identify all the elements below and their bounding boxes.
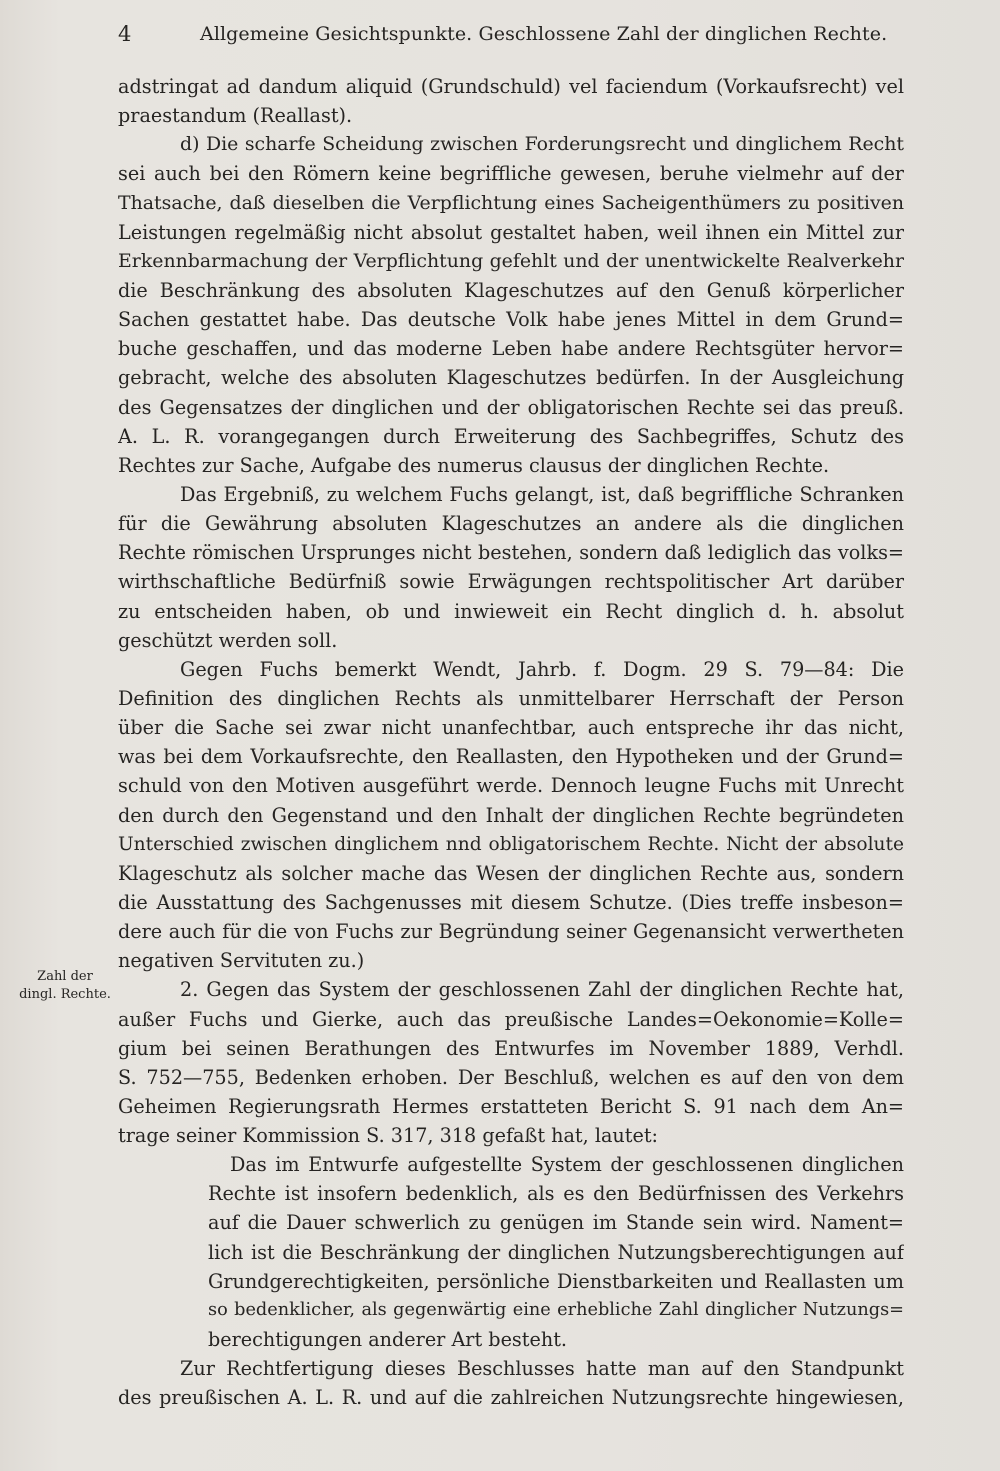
text-line: Definition des dinglichen Rechts als unmittelbarer Herrschaft der Person: [118, 686, 904, 710]
text-line: die Beschränkung des absoluten Klageschutzes auf den Genuß körperlicher: [118, 278, 904, 302]
text-line: dere auch für die von Fuchs zur Begründung seiner Gegenansicht verwertheten: [118, 920, 904, 944]
text-line: praestandum (Reallast).: [118, 104, 353, 128]
text-line: des Gegensatzes der dinglichen und der obligatorischen Rechte sei das preuß.: [118, 395, 904, 419]
quote-line: Rechte ist insofern bedenklich, als es den Bedürfnissen des Verkehrs: [208, 1182, 904, 1206]
text-line: Geheimen Regierungsrath Hermes erstatteten Bericht S. 91 nach dem An=: [118, 1094, 904, 1118]
text-line: Das Ergebniß, zu welchem Fuchs gelangt, ist, daß begriffliche Schranken: [180, 482, 904, 506]
quote-line: auf die Dauer schwerlich zu genügen im Stande sein wird. Nament=: [208, 1211, 904, 1235]
text-line: trage seiner Kommission S. 317, 318 gefaßt hat, lautet:: [118, 1124, 659, 1148]
text-line: des preußischen A. L. R. und auf die zahlreichen Nutzungsrechte hingewiesen,: [118, 1386, 904, 1410]
text-line: wirthschaftliche Bedürfniß sowie Erwägungen rechtspolitischer Art darüber: [118, 570, 904, 594]
text-line: Klageschutz als solcher mache das Wesen der dinglichen Rechte aus, sondern: [118, 861, 904, 885]
text-line: Gegen Fuchs bemerkt Wendt, Jahrb. f. Dogm. 29 S. 79—84: Die: [180, 657, 904, 681]
text-line: gium bei seinen Berathungen des Entwurfes im November 1889, Verhdl.: [118, 1036, 904, 1060]
margin-note: [18, 968, 112, 1004]
text-line: Rechte römischen Ursprunges nicht bestehen, sondern daß lediglich das volks=: [118, 541, 904, 565]
text-line: S. 752—755, Bedenken erhoben. Der Beschluß, welchen es auf den von dem: [118, 1065, 904, 1089]
text-line: gebracht, welche des absoluten Klageschutzes bedürfen. In der Ausgleichung: [118, 366, 904, 390]
text-line: die Ausstattung des Sachgenusses mit diesem Schutze. (Dies treffe insbeson=: [118, 890, 904, 914]
margin-note-line: dingl. Rechte.: [19, 987, 111, 1002]
text-line: negativen Servituten zu.): [118, 949, 365, 973]
quote-line: lich ist die Beschränkung der dinglichen Nutzungsberechtigungen auf: [208, 1240, 904, 1264]
text-line: Unterschied zwischen dinglichem nnd obligatorischem Rechte. Nicht der absolute: [118, 833, 904, 855]
quote-line: Grundgerechtigkeiten, persönliche Dienstbarkeiten und Reallasten um: [208, 1269, 904, 1293]
text-line: schuld von den Motiven ausgeführt werde. Dennoch leugne Fuchs mit Unrecht: [118, 774, 904, 798]
page-number: 4: [118, 22, 132, 46]
body-text: [118, 72, 904, 1457]
text-line: Sachen gestattet habe. Das deutsche Volk habe jenes Mittel in dem Grund=: [118, 308, 904, 332]
text-line: über die Sache sei zwar nicht unanfechtbar, auch entspreche ihr das nicht,: [118, 716, 904, 740]
text-line: Rechtes zur Sache, Aufgabe des numerus clausus der dinglichen Rechte.: [118, 453, 830, 477]
text-line: d) Die scharfe Scheidung zwischen Forderungsrecht und dinglichem Recht: [180, 133, 904, 156]
margin-note-line: Zahl der: [37, 969, 93, 984]
quote-line: so bedenklicher, als gegenwärtig eine erhebliche Zahl dinglicher Nutzungs=: [208, 1299, 904, 1320]
text-line: adstringat ad dandum aliquid (Grundschuld) vel faciendum (Vorkaufsrecht) vel: [118, 75, 904, 98]
text-line: 2. Gegen das System der geschlossenen Zahl der dinglichen Rechte hat,: [180, 978, 904, 1002]
text-line: Erkennbarmachung der Verpflichtung gefehlt und der unentwickelte Realverkehr: [118, 249, 904, 272]
text-line: sei auch bei den Römern keine begriffliche gewesen, beruhe vielmehr auf der: [118, 162, 904, 186]
text-line: außer Fuchs und Gierke, auch das preußische Landes=Oekonomie=Kolle=: [118, 1007, 904, 1031]
text-line: für die Gewährung absoluten Klageschutzes an andere als die dinglichen: [118, 512, 904, 536]
running-head: [118, 16, 908, 52]
text-line: was bei dem Vorkaufsrechte, den Reallasten, den Hypotheken und der Grund=: [118, 745, 904, 769]
quote-line: Das im Entwurfe aufgestellte System der geschlossenen dinglichen: [230, 1153, 904, 1177]
text-line: Zur Rechtfertigung dieses Beschlusses hatte man auf den Standpunkt: [180, 1357, 904, 1381]
text-line: zu entscheiden haben, ob und inwieweit ein Recht dinglich d. h. absolut: [118, 599, 904, 623]
quote-line: berechtigungen anderer Art besteht.: [208, 1328, 567, 1352]
text-line: buche geschaffen, und das moderne Leben habe andere Rechtsgüter hervor=: [118, 337, 904, 361]
text-line: Leistungen regelmäßig nicht absolut gestaltet haben, weil ihnen ein Mittel zur: [118, 220, 904, 244]
text-line: Thatsache, daß dieselben die Verpflichtung eines Sacheigenthümers zu positiven: [118, 191, 904, 214]
text-line: den durch den Gegenstand und den Inhalt der dinglichen Rechte begründeten: [118, 803, 904, 827]
running-title: Allgemeine Gesichtspunkte. Geschlossene Zahl der dinglichen Rechte.: [200, 23, 888, 45]
text-line: A. L. R. vorangegangen durch Erweiterung des Sachbegriffes, Schutz des: [118, 424, 904, 448]
text-line: geschützt werden soll.: [118, 628, 338, 652]
